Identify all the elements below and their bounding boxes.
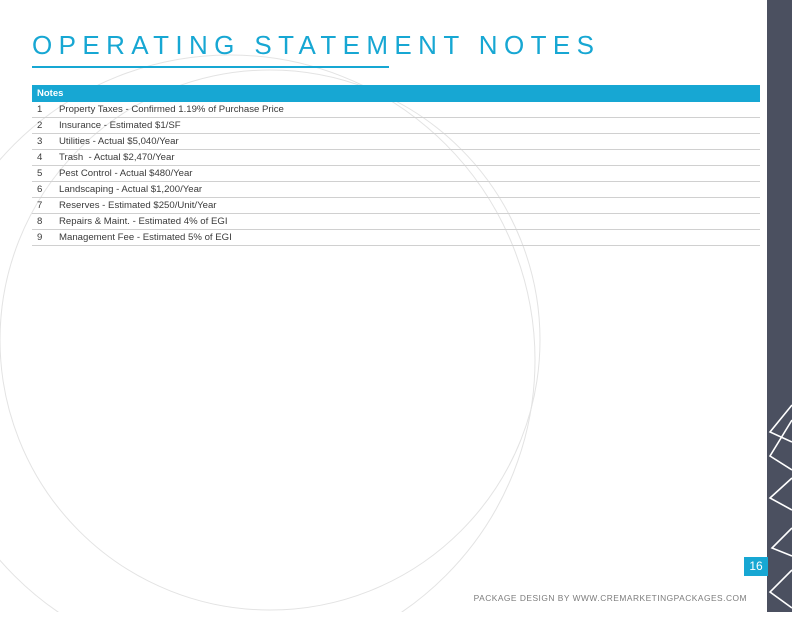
note-text: Property Taxes - Confirmed 1.19% of Purchase Price [59, 104, 284, 115]
note-text: Repairs & Maint. - Estimated 4% of EGI [59, 216, 228, 227]
note-text: Management Fee - Estimated 5% of EGI [59, 232, 232, 243]
note-number: 7 [37, 200, 43, 211]
note-number: 9 [37, 232, 43, 243]
table-row [32, 166, 760, 182]
note-text: Reserves - Estimated $250/Unit/Year [59, 200, 217, 211]
note-number: 8 [37, 216, 43, 227]
note-text: Trash - Actual $2,470/Year [59, 152, 175, 163]
notes-table-header: Notes [32, 85, 760, 102]
table-row [32, 118, 760, 134]
note-text: Insurance - Estimated $1/SF [59, 120, 181, 131]
note-number: 1 [37, 104, 43, 115]
note-number: 6 [37, 184, 43, 195]
table-row [32, 102, 760, 118]
table-row [32, 198, 760, 214]
note-text: Landscaping - Actual $1,200/Year [59, 184, 203, 195]
page-number-badge: 16 [744, 557, 768, 576]
table-row [32, 150, 760, 166]
footer-credit: PACKAGE DESIGN BY WWW.CREMARKETINGPACKAGES.COM [473, 593, 747, 603]
note-number: 3 [37, 136, 43, 147]
notes-table [32, 85, 760, 246]
chevron-stripes-decoration [767, 0, 792, 612]
right-sidebar-band [767, 0, 792, 612]
note-text: Pest Control - Actual $480/Year [59, 168, 193, 179]
notes-table-body [32, 102, 760, 246]
page-title: OPERATING STATEMENT NOTES [32, 30, 601, 60]
title-underline [32, 66, 389, 68]
table-row [32, 134, 760, 150]
table-row [32, 214, 760, 230]
note-text: Utilities - Actual $5,040/Year [59, 136, 179, 147]
note-number: 4 [37, 152, 43, 163]
table-row [32, 230, 760, 246]
note-number: 2 [37, 120, 43, 131]
note-number: 5 [37, 168, 43, 179]
table-row [32, 182, 760, 198]
